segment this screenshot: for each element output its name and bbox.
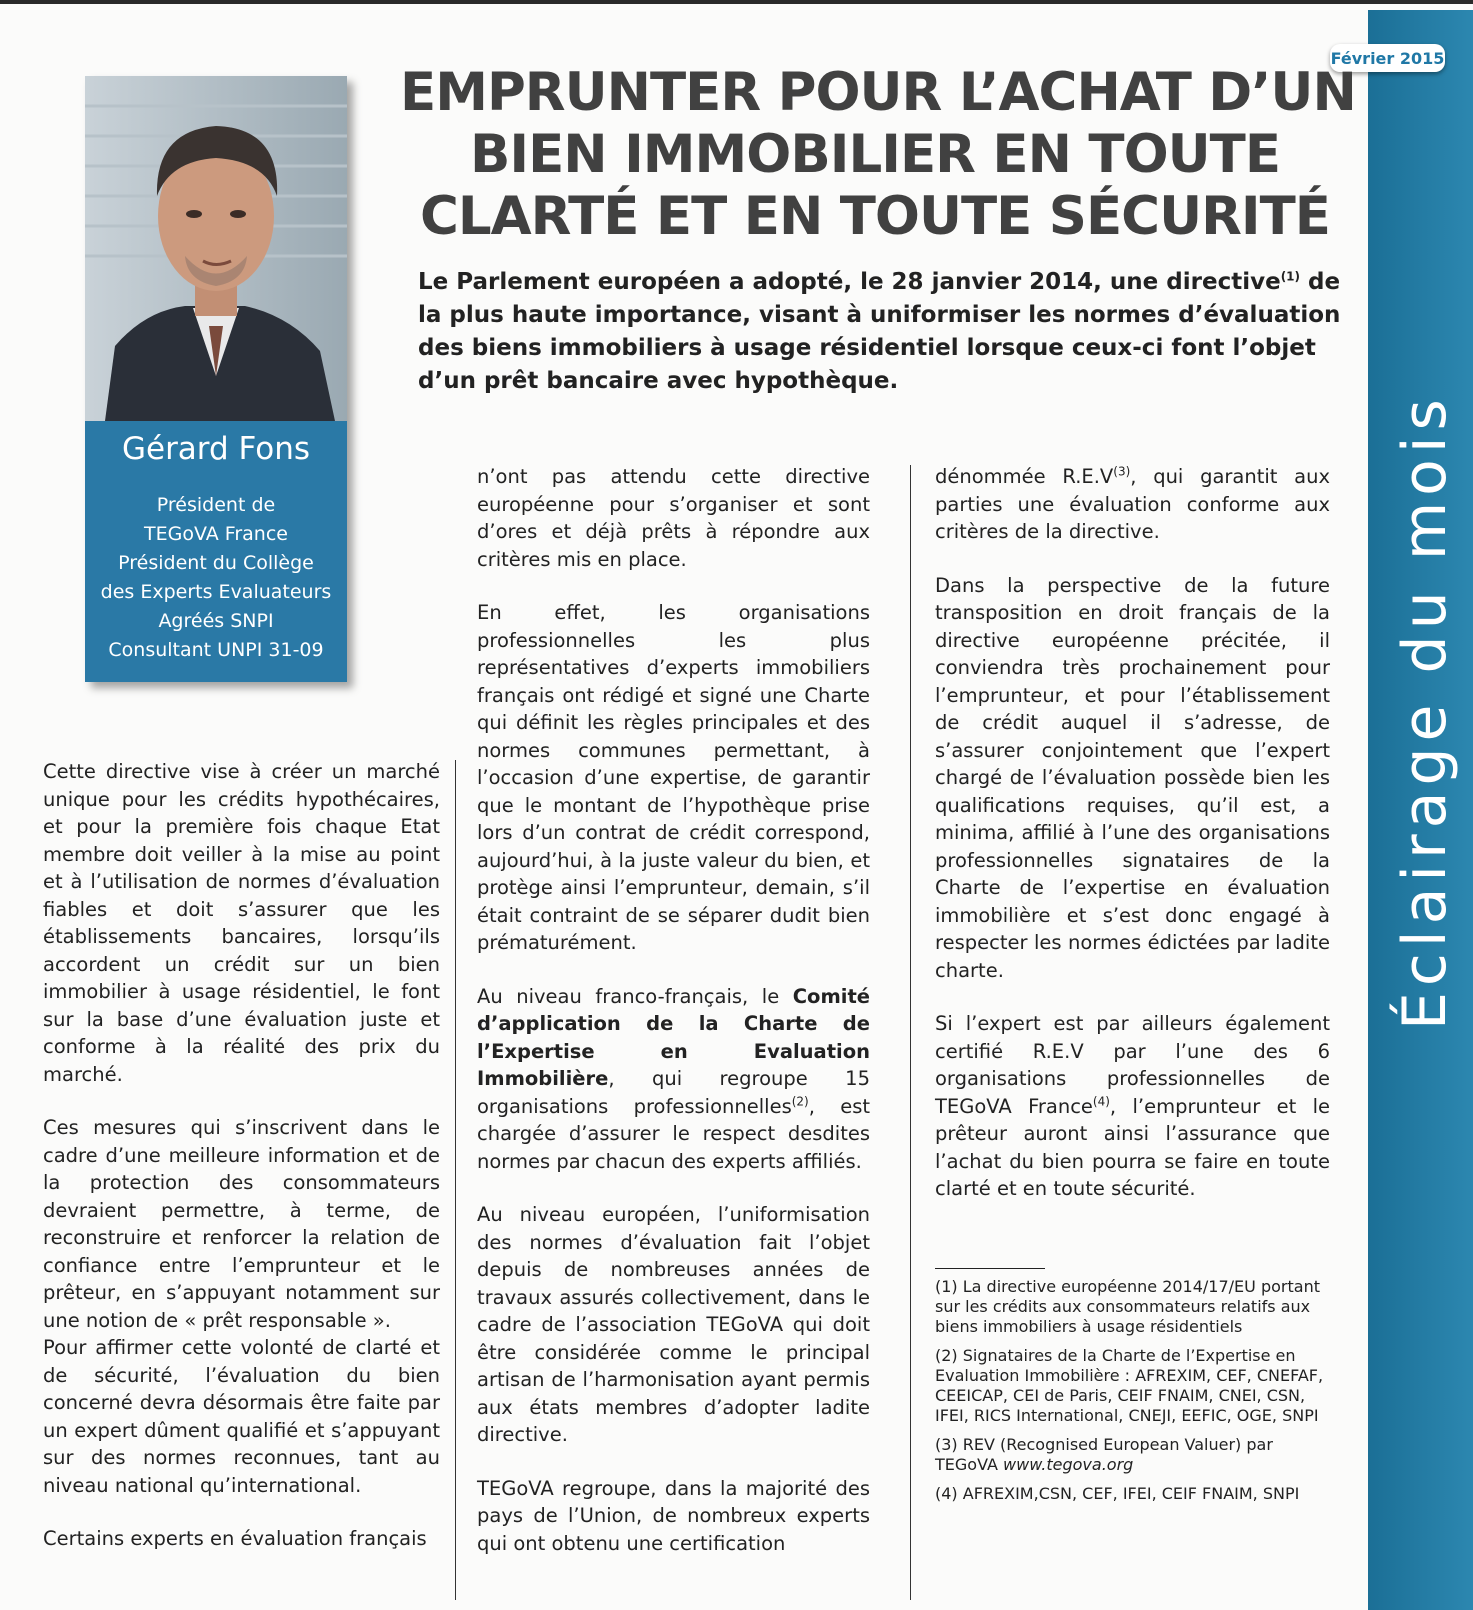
article-column-1 xyxy=(43,758,440,1579)
footnote-ref: (4) xyxy=(1092,1094,1110,1108)
intro-line: la plus haute importance, visant à uniformiser les normes d’évaluation xyxy=(418,302,1341,328)
author-profile-card xyxy=(85,76,347,682)
footnote-ref: (1) xyxy=(1280,269,1301,284)
author-title-line: Agréés SNPI xyxy=(158,610,274,632)
footnote-text: (3) REV (Recognised European Valuer) par TEGoVA xyxy=(935,1435,1273,1474)
paragraph: Au niveau européen, l’uniformisation des normes d’évaluation fait l’objet depuis de nombreuses années de travaux assurés collectivement, dans le cadre de l’association TEGoVA qui doit être considérée comme le principal artisan de l’harmonisation ayant permis aux états membres d’adopter ladite directive. xyxy=(477,1203,870,1446)
paragraph: En effet, les organisations professionnelles les plus représentatives d’experts immobiliers français ont rédigé et signé une Charte qui définit les règles principales et des normes communes permettant, à l’occasion d’une expertise, de garantir que le montant de l’hypothèque prise lors d’un contrat de crédit correspond, aujourd’hui, à la juste valeur du bien, et protège ainsi l’emprunteur, demain, s’il était contraint de se séparer dudit bien prématurément. xyxy=(477,601,870,954)
tegova-link[interactable]: www.tegova.org xyxy=(1003,1455,1134,1474)
author-title-line: TEGoVA France xyxy=(144,523,288,545)
column-divider xyxy=(455,760,456,1600)
author-titles xyxy=(85,491,347,665)
footnote-ref: (3) xyxy=(1113,464,1131,479)
author-name: Gérard Fons xyxy=(121,431,311,467)
paragraph xyxy=(477,983,870,1176)
paragraph-text: , est chargée d’assurer le respect desdites normes par chacun des experts affiliés. xyxy=(477,1094,870,1173)
paragraph: Dans la perspective de la future transposition en droit français de la directive européenne précitée, il conviendra très prochainement pour l’emprunteur, et pour l’établissement de crédit auquel il s’adresse, de s’assurer conjointement que l’expert chargé de l’évaluation possède bien les qualifications requises, qu’il est, a minima, affilié à l’une des organisations professionnelles signataires de la Charte de l’expertise en évaluation immobilière et s’est donc engagé à respecter les normes édictées par ladite charte. xyxy=(935,573,1330,982)
author-title-line: Président de xyxy=(156,494,276,516)
paragraph-text: , l’emprunteur et le prêteur auront ainsi l’assurance que l’achat du bien pourra se faire en toute clarté et en toute sécurité. xyxy=(935,1094,1331,1200)
paragraph: Cette directive vise à créer un marché unique pour les crédits hypothécaires, et pour la première fois chaque Etat membre doit veiller à la mise au point et à l’utilisation de normes d’évaluation fiables et doit s’assurer que les établissements bancaires, lorsqu’ils accordent un crédit sur un bien immobilier à usage résidentiel, le font sur la base d’une évaluation juste et conforme à la réalité des prix du marché. xyxy=(43,760,440,1086)
paragraph-text: , qui garantit aux parties une évaluation conforme aux critères de la directive. xyxy=(935,465,1330,543)
paragraph-text: Si l’expert est par ailleurs également certifié R.E.V par l’une des 6 organisations professionnelles de TEGoVA France xyxy=(935,1012,1330,1118)
issue-date-badge: Février 2015 xyxy=(1330,44,1445,72)
paragraph: n’ont pas attendu cette directive européenne pour s’organiser et sont d’ores et déjà prêts à répondre aux critères mis en place. xyxy=(477,465,870,571)
author-title-line: des Experts Evaluateurs xyxy=(100,581,332,603)
intro-line: d’un prêt bancaire avec hypothèque. xyxy=(418,368,899,394)
article-column-2 xyxy=(477,463,870,1583)
portrait-image xyxy=(85,76,347,421)
paragraph xyxy=(935,1010,1330,1203)
footnote xyxy=(935,1435,1330,1475)
headline-line: CLARTÉ ET EN TOUTE SÉCURITÉ xyxy=(420,186,1330,247)
intro-line-tail: de xyxy=(1300,269,1341,295)
paragraph: TEGoVA regroupe, dans la majorité des pays de l’Union, de nombreux experts qui ont obtenu une certification xyxy=(477,1476,870,1555)
footnotes xyxy=(935,1277,1330,1513)
paragraph xyxy=(935,463,1330,546)
footnote: (2) Signataires de la Charte de l’Expertise en Evaluation Immobilière : AFREXIM, CEF, CNEFAF, CEEICAP, CEI de Paris, CEIF FNAIM, CNEI, CSN, IFEI, RICS International, CNEJI, EEFIC, OGE, SNPI xyxy=(935,1346,1324,1425)
footnote-rule xyxy=(935,1268,1045,1269)
intro-line: des biens immobiliers à usage résidentiel lorsque ceux-ci font l’objet xyxy=(418,335,1316,361)
headline-line: EMPRUNTER POUR L’ACHAT D’UN xyxy=(400,62,1356,123)
intro-line: Le Parlement européen a adopté, le 28 janvier 2014, une directive xyxy=(418,269,1281,295)
top-rule xyxy=(0,0,1473,4)
author-title-line: Consultant UNPI 31-09 xyxy=(108,639,324,661)
footnote-ref: (2) xyxy=(791,1094,809,1108)
author-title-line: Président du Collège xyxy=(118,552,314,574)
headline-line: BIEN IMMOBILIER EN TOUTE xyxy=(469,124,1281,185)
committee-name: Comité d’application de la Charte de l’Expertise en Evaluation Immobilière xyxy=(477,984,870,1090)
article-intro xyxy=(418,266,1341,398)
section-title: Éclairage du mois xyxy=(1390,393,1460,1030)
footnote: (4) AFREXIM,CSN, CEF, IFEI, CEIF FNAIM, SNPI xyxy=(935,1484,1300,1503)
paragraph: Pour affirmer cette volonté de clarté et de sécurité, l’évaluation du bien concerné devra désormais être faite par un expert dûment qualifié et s’appuyant sur des normes reconnues, tant au niveau national qu’international. xyxy=(43,1336,440,1497)
paragraph-text: Au niveau franco-français, le xyxy=(477,984,793,1008)
footnote: (1) La directive européenne 2014/17/EU portant sur les crédits aux consommateurs relatifs aux biens immobiliers à usage résidentiels xyxy=(935,1277,1320,1336)
paragraph-text: dénommée R.E.V xyxy=(935,465,1114,488)
paragraph-text: , qui regroupe 15 organisations professionnelles xyxy=(477,1067,870,1118)
article-column-3 xyxy=(935,463,1330,1229)
paragraph: Ces mesures qui s’inscrivent dans le cadre d’une meilleure information et de la protection des consommateurs devraient permettre, à terme, de reconstruire et renforcer la relation de confiance entre l’emprunteur et le prêteur, en s’appuyant notamment sur une notion de « prêt responsable ». xyxy=(43,1116,440,1332)
author-photo xyxy=(85,76,347,421)
column-divider xyxy=(910,465,911,1600)
paragraph: Certains experts en évaluation français xyxy=(43,1527,427,1550)
article-headline xyxy=(400,62,1356,248)
